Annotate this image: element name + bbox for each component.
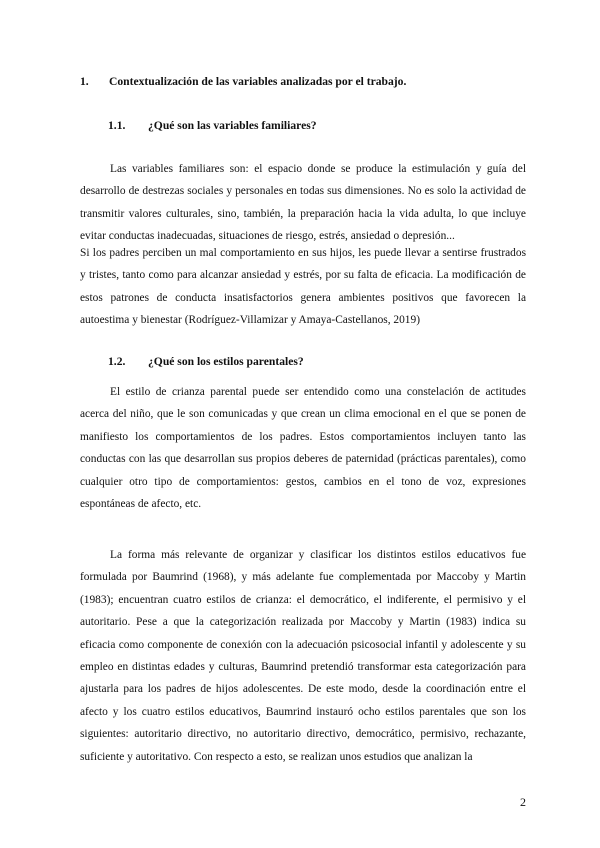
paragraph-parents-perception: Si los padres perciben un mal comportamiento en sus hijos, les puede llevar a sentirse frustrados y tristes, tanto como para alcanzar ansiedad y estrés, por su falta de eficacia. La modificación de estos patrones de conducta insatisfactorios genera ambientes positivos que favorecen la autoestima y bienestar (Rodríguez-Villamizar y Amaya-Castellanos, 2019) — [80, 247, 526, 327]
paragraph-baumrind: La forma más relevante de organizar y clasificar los distintos estilos educativos fue formulada por Baumrind (1968), y más adelante fue complementada por Maccoby y Martin (1983); encuentran cuatro estilos de crianza: el democrático, el indiferente, el permisivo y el autoritario. Pese a que la categorización realizada por Maccoby y Martin (1983) indica su eficacia como componente de conexión con la adecuación psicosocial infantil y adolescente y su empleo en distintas edades y culturas, Baumrind pretendió transformar esta categorización para ajustarla para los padres de hijos adolescentes. De este modo, desde la coordinación entre el afecto y los cuatro estilos educativos, Baumrind instauró ocho estilos parentales que son los siguientes: autoritario directivo, no autoritario directivo, democrático, permisivo, rechazante, suficiente y autoritativo. Con respecto a esto, se realizan unos estudios que analizan la — [80, 549, 526, 763]
section-number: 1. — [80, 75, 89, 88]
paragraph-family-variables: Las variables familiares son: el espacio donde se produce la estimulación y guía del desarrollo de destrezas sociales y personales en todas sus dimensiones. No es solo la actividad de transmitir valores culturales, sino, también, la preparación hacia la vida adulta, lo que incluye evitar conductas inadecuadas, situaciones de riesgo, estrés, ansiedad o depresión... — [80, 163, 526, 243]
page-number: 2 — [520, 795, 526, 809]
subsection-title: ¿Qué son los estilos parentales? — [148, 355, 304, 368]
section-title: Contextualización de las variables analizadas por el trabajo. — [109, 75, 407, 88]
subsection-number: 1.2. — [108, 355, 126, 368]
subsection-number: 1.1. — [108, 119, 126, 132]
paragraph-parenting-style: El estilo de crianza parental puede ser entendido como una constelación de actitudes acerca del niño, que le son comunicadas y que crean un clima emocional en el que se ponen de manifiesto los comportamientos de los padres. Estos comportamientos incluyen tanto las conductas con las que desarrollan sus propios deberes de paternidad (prácticas parentales), como cualquier otro tipo de comportamientos: gestos, cambios en el tono de voz, expresiones espontáneas de afecto, etc. — [80, 386, 526, 511]
subsection-title: ¿Qué son las variables familiares? — [148, 119, 317, 132]
